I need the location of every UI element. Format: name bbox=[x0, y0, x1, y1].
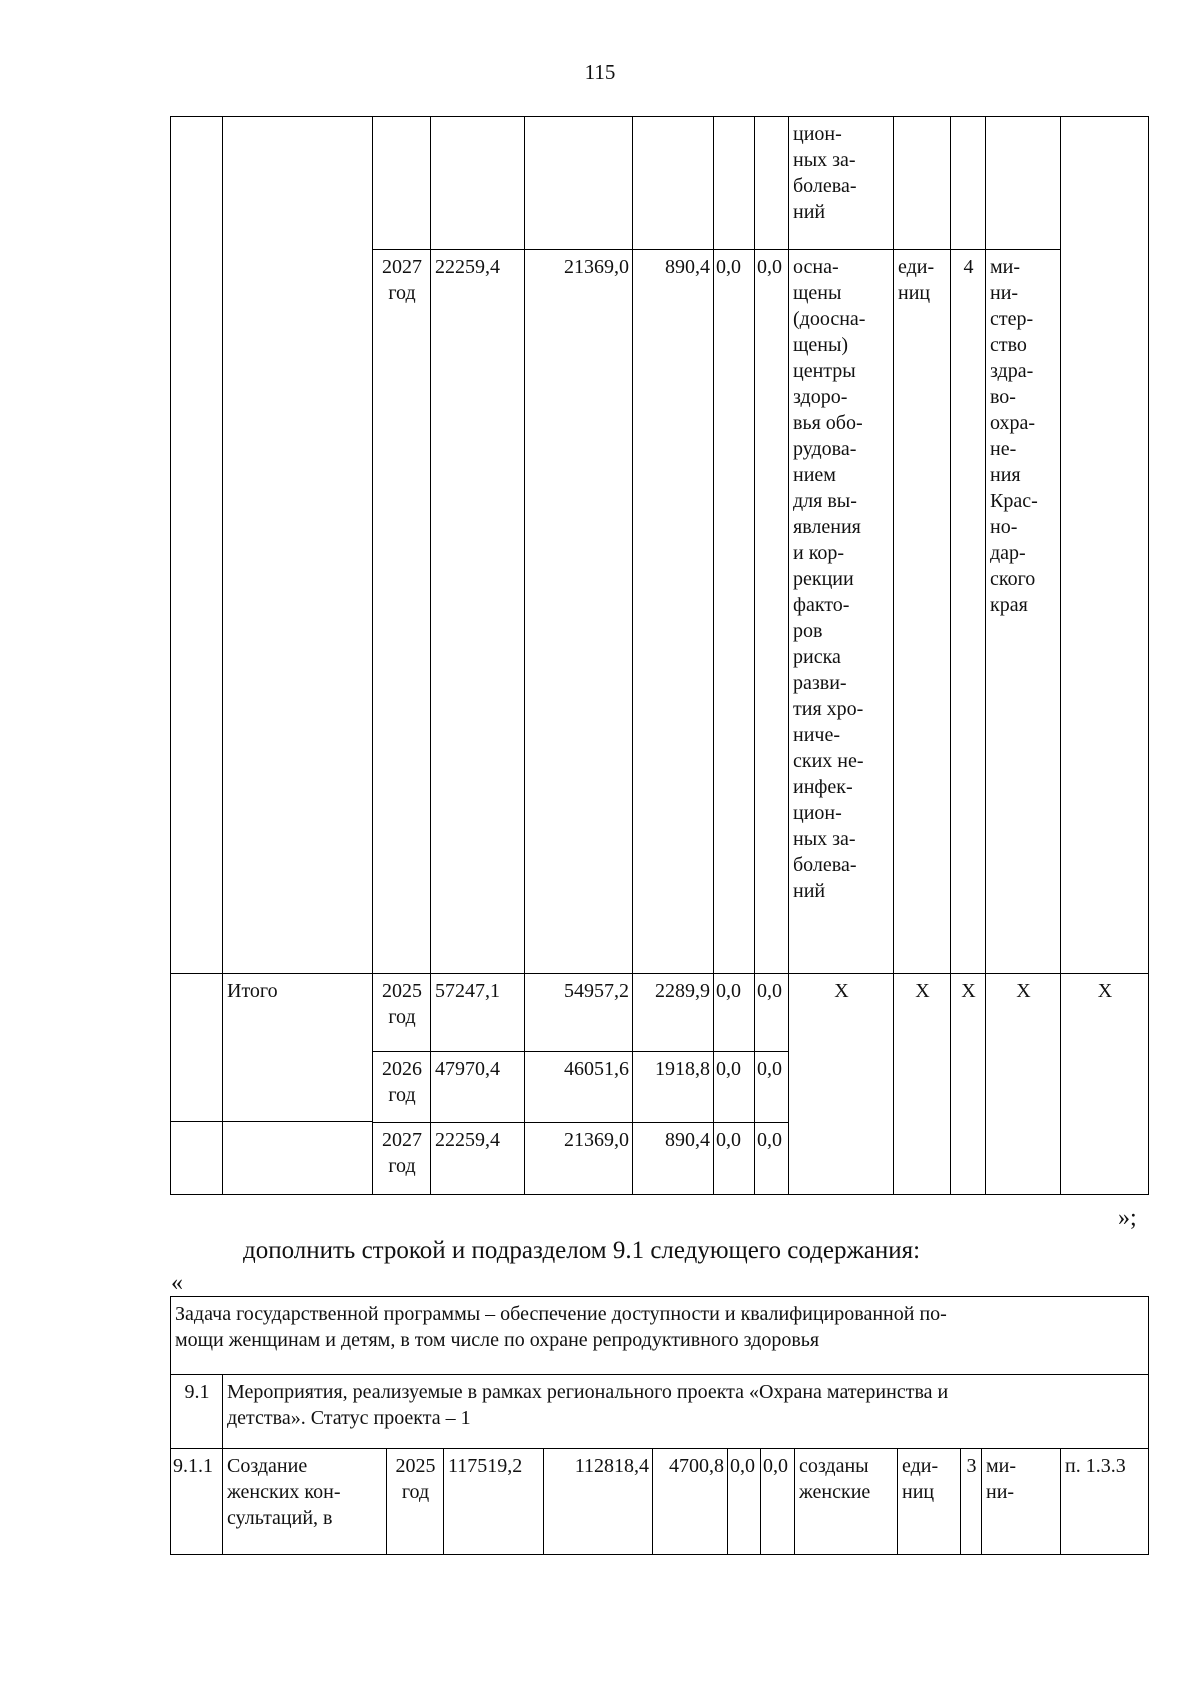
empty-cell bbox=[171, 117, 223, 974]
value-cell: 890,4 bbox=[633, 1123, 714, 1195]
year-cell: 2025 год bbox=[373, 974, 431, 1052]
empty-cell bbox=[1061, 117, 1149, 974]
year-cell: 2027 год bbox=[373, 250, 431, 974]
empty-cell bbox=[373, 117, 431, 250]
total-cell: 117519,2 bbox=[444, 1449, 544, 1555]
value-cell: 0,0 bbox=[714, 974, 755, 1052]
value-cell: 0,0 bbox=[714, 1052, 755, 1123]
total-cell: 22259,4 bbox=[431, 1123, 525, 1195]
quantity-cell: 4 bbox=[951, 250, 986, 974]
total-cell: 22259,4 bbox=[431, 250, 525, 974]
x-mark: X bbox=[1061, 974, 1149, 1195]
value-cell: 0,0 bbox=[755, 974, 789, 1052]
result-cell: осна- щены (доосна- щены) центры здоро- вья обо- рудова- нием для вы- явления и кор- рекции факто- ров риска разви- тия хро- ниче- ских не- инфек- цион- ных за- болева- ний bbox=[789, 250, 894, 974]
value-cell: 21369,0 bbox=[525, 250, 633, 974]
empty-cell bbox=[633, 117, 714, 250]
empty-cell bbox=[986, 117, 1061, 250]
empty-cell bbox=[171, 1122, 223, 1195]
table-row bbox=[171, 1297, 1149, 1375]
value-cell: 4700,8 bbox=[653, 1449, 728, 1555]
year-cell: 2027 год bbox=[373, 1123, 431, 1195]
empty-cell bbox=[755, 117, 789, 250]
table-row bbox=[171, 117, 1149, 250]
task-cell: Задача государственной программы – обеспечение доступности и квалифицированной по- мощи женщинам и детям, в том числе по охране репродуктивного здоровья bbox=[171, 1297, 1149, 1375]
value-cell: 0,0 bbox=[761, 1449, 795, 1555]
value-cell: 0,0 bbox=[714, 1123, 755, 1195]
empty-cell bbox=[525, 117, 633, 250]
activity-name: Создание женских кон- сультаций, в bbox=[223, 1449, 387, 1555]
unit-cell: еди- ниц bbox=[898, 1449, 961, 1555]
row-number: 9.1.1 bbox=[171, 1449, 223, 1555]
value-cell: 890,4 bbox=[633, 250, 714, 974]
value-cell: 0,0 bbox=[714, 250, 755, 974]
empty-cell bbox=[171, 974, 223, 1122]
executor-cell: ми- ни- стер- ство здра- во- охра- не- ния Крас- но- дар- ского края bbox=[986, 250, 1061, 974]
value-cell: 0,0 bbox=[755, 1052, 789, 1123]
table-row bbox=[171, 974, 1149, 1052]
value-cell: 0,0 bbox=[755, 250, 789, 974]
empty-cell bbox=[714, 117, 755, 250]
section-title: Мероприятия, реализуемые в рамках регионального проекта «Охрана материнства и детства». Статус проекта – 1 bbox=[223, 1375, 1149, 1449]
section-number: 9.1 bbox=[171, 1375, 223, 1449]
empty-cell bbox=[431, 117, 525, 250]
table-row bbox=[171, 1375, 1149, 1449]
empty-cell bbox=[223, 117, 373, 974]
x-mark: X bbox=[789, 974, 894, 1195]
value-cell: 112818,4 bbox=[544, 1449, 653, 1555]
itogo-label: Итого bbox=[223, 974, 373, 1122]
year-cell: 2025 год bbox=[387, 1449, 444, 1555]
intro-text: дополнить строкой и подразделом 9.1 следующего содержания: bbox=[243, 1237, 921, 1264]
reference-cell: п. 1.3.3 bbox=[1061, 1449, 1149, 1555]
x-mark: X bbox=[894, 974, 951, 1195]
value-cell: 1918,8 bbox=[633, 1052, 714, 1123]
total-cell: 47970,4 bbox=[431, 1052, 525, 1123]
value-cell: 21369,0 bbox=[525, 1123, 633, 1195]
empty-cell bbox=[223, 1122, 373, 1195]
value-cell: 0,0 bbox=[755, 1123, 789, 1195]
quantity-cell: 3 bbox=[961, 1449, 982, 1555]
table-new-section bbox=[170, 1296, 1149, 1555]
total-cell: 57247,1 bbox=[431, 974, 525, 1052]
unit-cell: еди- ниц bbox=[894, 250, 951, 974]
result-cell: созданы женские bbox=[795, 1449, 898, 1555]
value-cell: 0,0 bbox=[728, 1449, 761, 1555]
page-number: 115 bbox=[584, 60, 616, 84]
closing-quote: »; bbox=[1118, 1205, 1137, 1231]
value-cell: 2289,9 bbox=[633, 974, 714, 1052]
opening-quote: « bbox=[171, 1270, 183, 1296]
table-row bbox=[171, 1449, 1149, 1555]
empty-cell bbox=[894, 117, 951, 250]
value-cell: 54957,2 bbox=[525, 974, 633, 1052]
table-continuation bbox=[170, 116, 1149, 1195]
x-mark: X bbox=[951, 974, 986, 1195]
year-cell: 2026 год bbox=[373, 1052, 431, 1123]
value-cell: 46051,6 bbox=[525, 1052, 633, 1123]
executor-cell: ми- ни- bbox=[982, 1449, 1061, 1555]
result-cell: цион- ных за- болева- ний bbox=[789, 117, 894, 250]
x-mark: X bbox=[986, 974, 1061, 1195]
empty-cell bbox=[951, 117, 986, 250]
